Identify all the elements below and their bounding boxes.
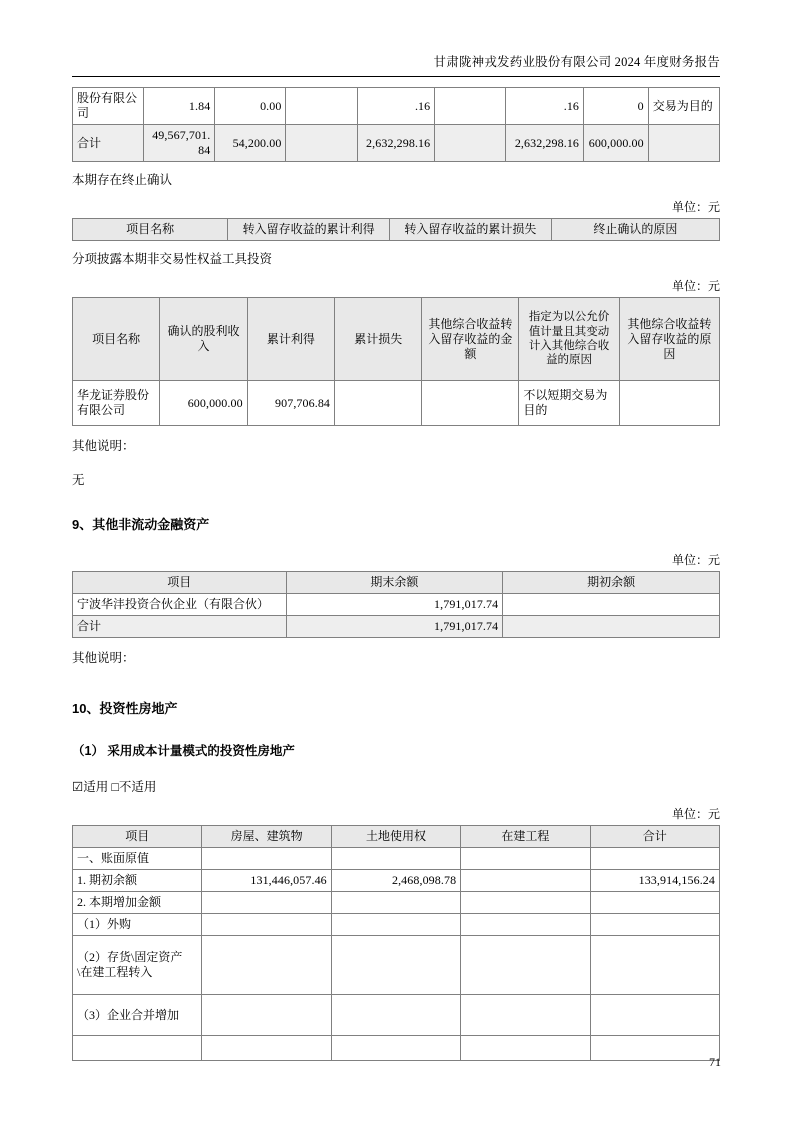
col-header-item: 项目: [73, 572, 287, 594]
cell-c6: 2,632,298.16: [506, 125, 584, 162]
col-header-item: 项目: [73, 826, 202, 848]
cell-c1: 1.84: [144, 88, 215, 125]
other-noncurrent-financial-assets-table: [72, 571, 720, 638]
cell-ending-balance: 1,791,017.74: [286, 594, 503, 616]
table-header-row: [73, 826, 720, 848]
cell-c2: 0.00: [215, 88, 286, 125]
page-number: 71: [709, 1055, 721, 1069]
cell-item: 合计: [73, 616, 287, 638]
cell-buildings: [202, 995, 331, 1036]
cell-land: [331, 936, 460, 995]
section9-unit: 单位：元: [671, 553, 720, 567]
equity-instruments-heading: 分项披露本期非交易性权益工具投资: [72, 252, 273, 266]
cell-construction: [461, 914, 590, 936]
col-header-oci-to-retained: 其他综合收益转入留存收益的金额: [422, 298, 519, 381]
col-header-beginning-balance: 期初余额: [503, 572, 720, 594]
cell-land: [331, 995, 460, 1036]
row-label: 合计: [73, 125, 144, 162]
col-header-item: 项目名称: [73, 298, 160, 381]
col-header-loss: 累计损失: [335, 298, 422, 381]
table-row: [73, 1036, 720, 1061]
cell-total: [590, 892, 719, 914]
col-header-construction-in-progress: 在建工程: [461, 826, 590, 848]
cell-total: [590, 1036, 719, 1061]
cell-c1: 49,567,701.84: [144, 125, 215, 162]
table-row: [73, 381, 720, 426]
col-header-land-use-rights: 土地使用权: [331, 826, 460, 848]
cell-oci-to-retained: [422, 381, 519, 426]
cell-c7: 600,000.00: [584, 125, 649, 162]
cell-dividend: 600,000.00: [160, 381, 247, 426]
cell-c3: [286, 125, 357, 162]
cell-designation-reason: 不以短期交易为目的: [519, 381, 619, 426]
cell-construction: [461, 870, 590, 892]
col-header-dividend: 确认的股利收入: [160, 298, 247, 381]
col-header-designation-reason: 指定为以公允价值计量且其变动计入其他综合收益的原因: [519, 298, 619, 381]
cell-oci-reason: [619, 381, 719, 426]
cell-item: 宁波华沣投资合伙企业（有限合伙）: [73, 594, 287, 616]
cell-ending-balance: 1,791,017.74: [286, 616, 503, 638]
table-row: [73, 870, 720, 892]
equity-other-note-label: 其他说明：: [72, 439, 135, 453]
cell-item-name: 华龙证券股份有限公司: [73, 381, 160, 426]
col-header-oci-reason: 其他综合收益转入留存收益的原因: [619, 298, 719, 381]
cell-construction: [461, 848, 590, 870]
table-row: [73, 892, 720, 914]
cell-c5: [435, 125, 506, 162]
cell-c6: .16: [506, 88, 584, 125]
cell-c8: 交易为目的: [648, 88, 719, 125]
cell-item: 2. 本期增加金额: [73, 892, 202, 914]
cell-c5: [435, 88, 506, 125]
cell-item: 1. 期初余额: [73, 870, 202, 892]
derecognition-unit: 单位：元: [671, 200, 720, 214]
cell-c3: [286, 88, 357, 125]
equity-instruments-table: [72, 297, 720, 426]
cell-buildings: [202, 936, 331, 995]
cell-buildings: [202, 1036, 331, 1061]
derecognition-heading: 本期存在终止确认: [72, 173, 173, 187]
page-header: 甘肃陇神戎发药业股份有限公司 2024 年度财务报告: [72, 52, 720, 77]
cell-item: （3）企业合并增加: [73, 995, 202, 1036]
page-content: [72, 52, 720, 1061]
cell-total: [590, 848, 719, 870]
cell-beginning-balance: [503, 616, 720, 638]
cell-gain: 907,706.84: [247, 381, 334, 426]
col-header-ending-balance: 期末余额: [286, 572, 503, 594]
cell-c2: 54,200.00: [215, 125, 286, 162]
section10-title: 10、投资性房地产: [72, 701, 178, 716]
table-row: [73, 936, 720, 995]
col-header-cumulative-gain: 转入留存收益的累计利得: [228, 219, 390, 241]
cell-construction: [461, 892, 590, 914]
cell-land: [331, 1036, 460, 1061]
cell-item: [73, 1036, 202, 1061]
cell-buildings: [202, 892, 331, 914]
cell-land: [331, 848, 460, 870]
cell-c4: .16: [357, 88, 435, 125]
investment-property-table: [72, 825, 720, 1061]
table-row-total: [73, 125, 720, 162]
cell-land: [331, 892, 460, 914]
cell-buildings: 131,446,057.46: [202, 870, 331, 892]
cell-land: 2,468,098.78: [331, 870, 460, 892]
cell-total: [590, 914, 719, 936]
applicability-checkbox-line[interactable]: ☑适用 □不适用: [72, 780, 157, 794]
table-row: [73, 995, 720, 1036]
section9-title: 9、其他非流动金融资产: [72, 517, 210, 532]
table-header-row: [73, 219, 720, 241]
table-row: [73, 594, 720, 616]
table-row: [73, 848, 720, 870]
table-row-total: [73, 616, 720, 638]
col-header-total: 合计: [590, 826, 719, 848]
continued-financial-assets-table: [72, 87, 720, 162]
cell-construction: [461, 1036, 590, 1061]
cell-loss: [335, 381, 422, 426]
section10-unit: 单位：元: [671, 807, 720, 821]
col-header-item: 项目名称: [73, 219, 228, 241]
cell-c8: [648, 125, 719, 162]
cell-item: 一、账面原值: [73, 848, 202, 870]
cell-item: （2）存货\固定资产\在建工程转入: [73, 936, 202, 995]
cell-total: [590, 936, 719, 995]
row-label: 股份有限公司: [73, 88, 144, 125]
cell-beginning-balance: [503, 594, 720, 616]
cell-c7: 0: [584, 88, 649, 125]
col-header-buildings: 房屋、建筑物: [202, 826, 331, 848]
derecognition-table: [72, 218, 720, 241]
table-header-row: [73, 572, 720, 594]
table-row: [73, 914, 720, 936]
section9-other-note-label: 其他说明：: [72, 651, 135, 665]
col-header-cumulative-loss: 转入留存收益的累计损失: [390, 219, 552, 241]
cell-buildings: [202, 848, 331, 870]
col-header-reason: 终止确认的原因: [551, 219, 719, 241]
cell-total: [590, 995, 719, 1036]
cell-construction: [461, 936, 590, 995]
section10-sub-title: （1） 采用成本计量模式的投资性房地产: [72, 744, 295, 758]
table-row: [73, 88, 720, 125]
cell-item: （1）外购: [73, 914, 202, 936]
cell-construction: [461, 995, 590, 1036]
cell-buildings: [202, 914, 331, 936]
equity-other-note-value: 无: [72, 473, 85, 487]
cell-land: [331, 914, 460, 936]
col-header-gain: 累计利得: [247, 298, 334, 381]
cell-total: 133,914,156.24: [590, 870, 719, 892]
table-header-row: [73, 298, 720, 381]
cell-c4: 2,632,298.16: [357, 125, 435, 162]
equity-instruments-unit: 单位：元: [671, 279, 720, 293]
